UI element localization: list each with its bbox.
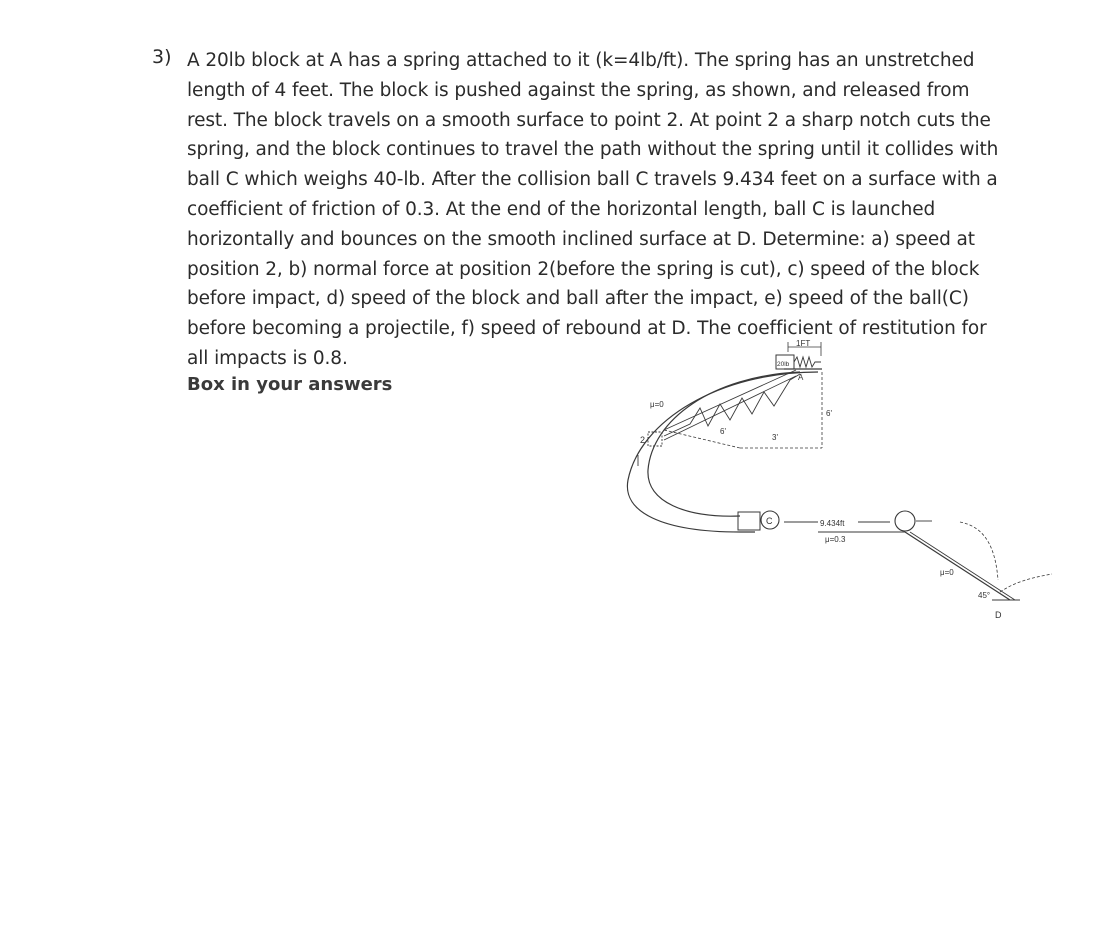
problem-line: coefficient of friction of 0.3. At the end of the horizontal length, ball C is launched (187, 198, 936, 220)
inclined-surface (905, 532, 1010, 600)
problem-line: position 2, b) normal force at position 2(before the spring is cut), c) speed of the block (187, 258, 980, 280)
label-angle: 45° (978, 591, 991, 600)
problem-line: ball C which weighs 40-lb. After the collision ball C travels 9.434 feet on a surface with a (187, 169, 998, 191)
problem-line: A 20lb block at A has a spring attached to it (k=4lb/ft). The spring has an unstretched (187, 50, 975, 71)
label-block: 20lb (777, 361, 790, 368)
label-a: A (798, 373, 804, 382)
ball-at-edge (895, 511, 915, 531)
problem-line: all impacts is 0.8. (187, 347, 348, 369)
label-6ft-vert: 6' (826, 409, 832, 418)
problem-line: spring, and the block continues to travel the path without the spring until it collides with (187, 139, 999, 161)
block-before-impact (738, 512, 760, 530)
label-mu03: μ=0.3 (825, 535, 846, 544)
problem-line: horizontally and bounces on the smooth inclined surface at D. Determine: a) speed at (187, 228, 975, 250)
label-mu0-right: μ=0 (940, 568, 954, 577)
spring-top (794, 357, 821, 367)
problem-line: rest. The block travels on a smooth surface to point 2. At point 2 a sharp notch cuts the (187, 109, 991, 131)
box-answers-note: Box in your answers (187, 374, 393, 395)
label-d: D (995, 610, 1002, 620)
problem-number: 3) (152, 46, 172, 68)
label-6ft-diag: 6' (720, 427, 726, 436)
label-mu0-left: μ=0 (650, 400, 664, 409)
label-c: C (766, 516, 773, 526)
rebound-path (1000, 574, 1052, 592)
problem-line: before becoming a projectile, f) speed of rebound at D. The coefficient of restitution for (187, 318, 987, 340)
label-distance: 9.434ft (820, 519, 845, 528)
problem-line: length of 4 feet. The block is pushed against the spring, as shown, and released from (187, 79, 970, 101)
label-point-2: 2 (640, 435, 646, 445)
outer-curved-track (627, 372, 818, 532)
label-3ft: 3' (772, 433, 778, 442)
problem-line: before impact, d) speed of the block and ball after the impact, e) speed of the ball(C) (187, 288, 969, 310)
diagonal-spring (664, 374, 800, 436)
six-ft-dashed-diagonal (664, 430, 740, 448)
label-1ft: 1FT (796, 339, 811, 348)
